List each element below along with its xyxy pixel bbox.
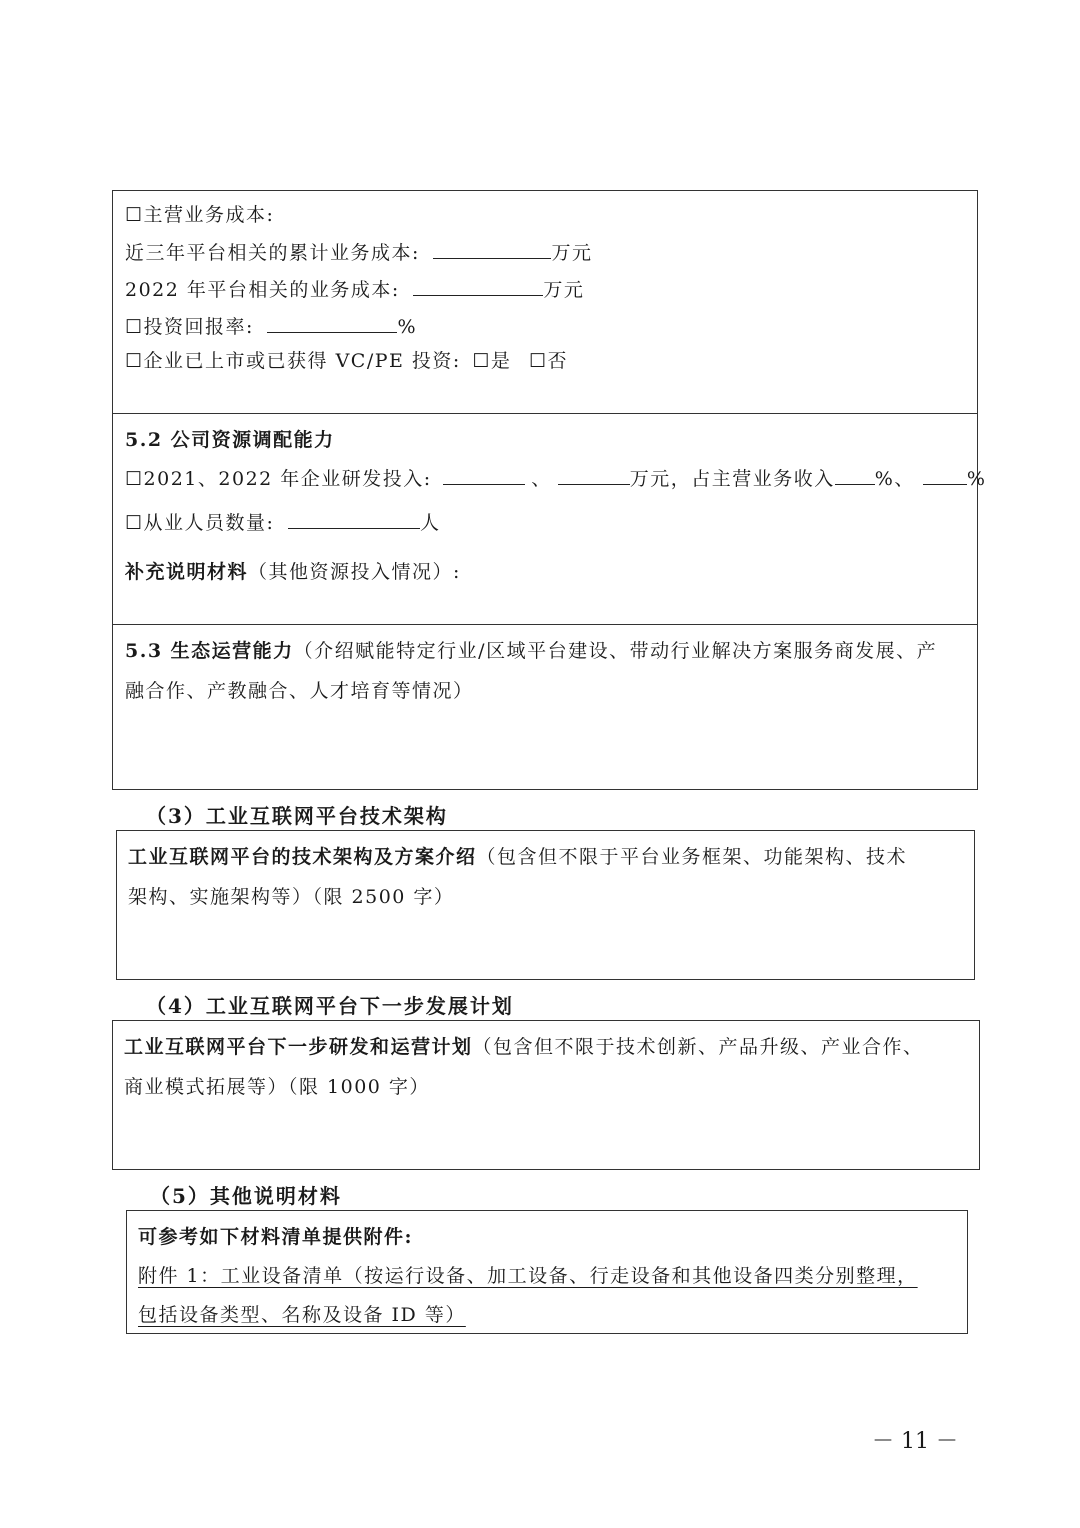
ecosystem-line-2: 融合作、产教融合、人才培育等情况） [125, 680, 474, 702]
ecosystem-line-1 [125, 642, 937, 661]
rd-investment-row [125, 468, 986, 489]
roi-row [125, 316, 417, 337]
section-3-heading: （3）工业互联网平台技术架构 [146, 804, 448, 828]
section-5-heading: （5）其他说明材料 [150, 1184, 342, 1208]
architecture-line-1 [128, 848, 907, 867]
cumulative-cost-unit: 万元 [551, 242, 593, 264]
listed-row [125, 352, 568, 371]
supplementary-row [125, 563, 461, 582]
staff-row [125, 512, 441, 533]
cumulative-cost-label: 近三年平台相关的累计业务成本: [125, 242, 420, 264]
cost-2022-field[interactable] [413, 279, 543, 296]
supplementary-note: （其他资源投入情况）: [248, 561, 461, 583]
roi-checkbox-label[interactable]: ☐投资回报率: [125, 316, 254, 338]
architecture-desc-1: （包含但不限于平台业务框架、功能架构、技术 [476, 846, 908, 868]
section-5-3-title: 5.3 生态运营能力 [125, 640, 294, 662]
rd-2021-field[interactable] [443, 468, 525, 485]
rd-pct-2021-field[interactable] [835, 468, 875, 485]
development-line-2: 商业模式拓展等）（限 1000 字） [124, 1076, 430, 1098]
section-4-heading: （4）工业互联网平台下一步发展计划 [146, 994, 514, 1018]
rd-investment-checkbox-label[interactable]: ☐2021、2022 年企业研发投入: [125, 468, 432, 490]
staff-checkbox-label[interactable]: ☐从业人员数量: [125, 512, 275, 534]
attachment-1-line-2: 包括设备类型、名称及设备 ID 等） [138, 1304, 466, 1326]
rd-unit-text: 万元，占主营业务收入 [629, 468, 835, 490]
attachment-1-line-1: 附件 1：工业设备清单（按运行设备、加工设备、行走设备和其他设备四类分别整理， [138, 1265, 918, 1287]
cumulative-cost-row [125, 242, 592, 263]
supplementary-label: 补充说明材料 [125, 561, 249, 583]
rd-pct-2022-field[interactable] [923, 468, 967, 485]
page-number: － 11 － [872, 1429, 958, 1454]
listed-yes-checkbox[interactable]: ☐是 [472, 350, 512, 372]
ecosystem-desc-1: （介绍赋能特定行业/区域平台建设、带动行业解决方案服务商发展、产 [293, 640, 938, 662]
architecture-label: 工业互联网平台的技术架构及方案介绍 [128, 846, 477, 868]
rd-2022-field[interactable] [558, 468, 630, 485]
cost-2022-unit: 万元 [543, 279, 585, 301]
staff-field[interactable] [288, 512, 420, 529]
architecture-line-2: 架构、实施架构等）（限 2500 字） [128, 886, 455, 908]
rd-pct-2: % [966, 468, 987, 490]
section-5-2-title: 5.2 公司资源调配能力 [125, 429, 335, 451]
development-desc-1: （包含但不限于技术创新、产品升级、产业合作、 [472, 1036, 924, 1058]
listed-checkbox-label: ☐企业已上市或已获得 VC/PE 投资: [125, 350, 461, 372]
cost-2022-label: 2022 年平台相关的业务成本: [125, 279, 400, 301]
other-materials-intro: 可参考如下材料清单提供附件: [138, 1226, 414, 1248]
cumulative-cost-field[interactable] [433, 242, 551, 259]
development-line-1 [124, 1038, 924, 1057]
rd-separator: 、 [531, 468, 552, 490]
roi-unit: % [397, 316, 418, 338]
development-label: 工业互联网平台下一步研发和运营计划 [124, 1036, 473, 1058]
rd-pct-1: %、 [874, 468, 915, 490]
main-cost-checkbox-label[interactable]: ☐主营业务成本: [125, 204, 275, 226]
cost-2022-row [125, 279, 584, 300]
staff-unit: 人 [419, 512, 441, 534]
roi-field[interactable] [267, 316, 397, 333]
listed-no-checkbox[interactable]: ☐否 [528, 350, 569, 372]
